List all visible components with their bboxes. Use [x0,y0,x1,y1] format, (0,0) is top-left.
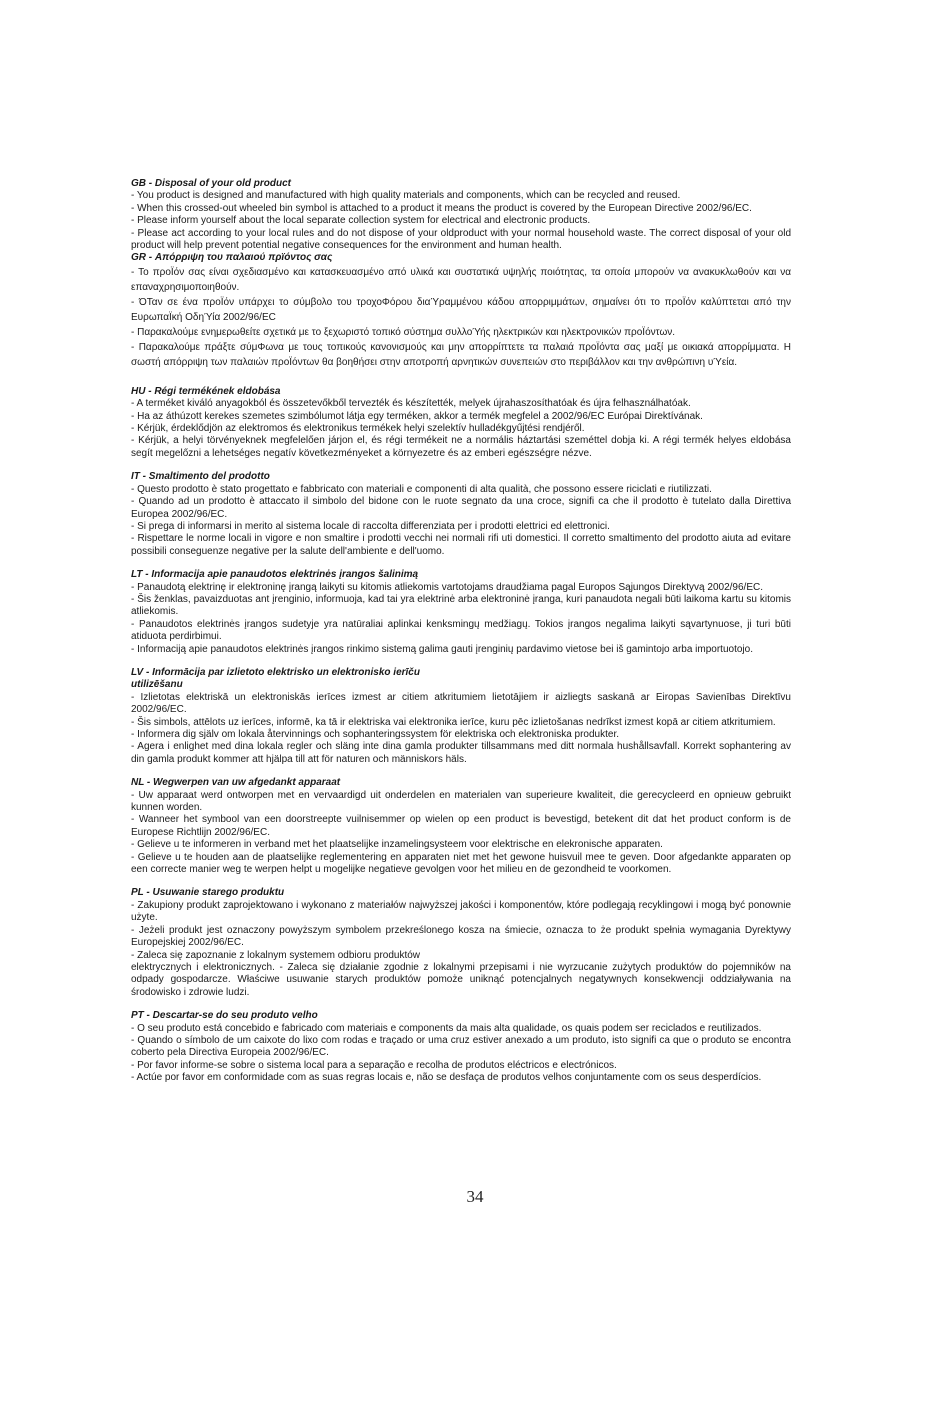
section-gb [131,178,791,252]
paragraph: - Informaciją apie panaudotos elektrinės įrangos rinkimo sistemą galima gauti įrenginių pardavimo vietose bei iš gamintojo arba importuotojo. [131,643,753,655]
section-hu [131,386,791,460]
section-it [131,471,791,558]
paragraph: - Questo prodotto è stato progettato e fabbricato con materiali e componenti di alta qualità, che possono essere riciclati e riutilizzati. [131,483,712,495]
paragraph: - Παρακαλούμε ενημερωθείτε σχετικά με το ξεχωριστό τοπικό σύστημα συλλοΎής ηλεκτρικών και ηλεκτρονικών προΪόντων. [131,326,676,338]
paragraph: - Please inform yourself about the local separate collection system for electrical and electronic products. [131,215,591,227]
paragraph: - Actúe por favor em conformidade com as suas regras locais e, não se desfaça de produtos velhos conjuntamente com os seus desperdícios. [131,1072,762,1084]
paragraph: - Zakupiony produkt zaprojektowano i wykonano z materiałów najwyższej jakości i komponentów, które podlegają recyklingowi i mogą być ponownie użyte. [131,899,791,924]
paragraph: - You product is designed and manufactured with high quality materials and components, which can be recycled and reused. [131,190,681,202]
section-heading: GB - Disposal of your old product [131,178,291,189]
paragraph: - Uw apparaat werd ontworpen met en vervaardigd uit onderdelen en materialen van superieure kwaliteit, die gerecycleerd en opnieuw gebruikt kunnen worden. [131,789,791,814]
paragraph: - Jeżeli produkt jest oznaczony powyższym symbolem przekreślonego kosza na śmiecie, oznacza to że produkt spełnia wymagania Dyrektywy Europejskiej 2002/96/EC. [131,924,791,949]
paragraph: - Izlietotas elektriskā un elektroniskās ierīces izmest ar citiem atkritumiem lietotājiem ir aizliegts saskanā ar Eiropas Savienības Direktīvu 2002/96/EC. [131,691,791,716]
paragraph: - Panaudotą elektrinę ir elektroninę įrangą laikyti su kitomis atliekomis vartotojams draudžiama pagal Europos Sąjungos Direktyvą 2002/96/EC. [131,581,763,593]
paragraph: - Gelieve u te informeren in verband met het plaatselijke inzamelingsysteem voor elektrische en elekronische apparaten. [131,839,663,851]
paragraph: - O seu produto está concebido e fabricado com materiais e components da mais alta qualidade, os quais podem ser reciclados e reutilizados. [131,1022,762,1034]
section-heading: LV - Informācija par izlietoto elektrisko un elektronisko ierīču [131,666,420,678]
paragraph: - Wanneer het symbool van een doorstreepte vuilnisemmer op wielen op een product is bevestigd, betekent dit dat het product conform is de Europese Richtlijn 2002/96/EC. [131,814,791,838]
paragraph: - Kérjük, érdeklődjön az elektromos és elektronikus termékek helyi szelektív hulladékgyűjtési rendjéről. [131,423,585,435]
paragraph: - Rispettare le norme locali in vigore e non smaltire i prodotti vecchi nei normali rifi uti domestici. Il corretto smaltimento del prodotto aiuta ad evitare possibili conseguenze negative per la salute dell'ambiente e dell'uomo. [131,533,791,557]
section-lt [131,569,791,656]
paragraph: - Šis simbols, attēlots uz ierīces, informē, ka tā ir elektriska vai elektronika ierīce, kuru pēc izlietošanas nedrīkst izmest kopā ar citiem atkritumiem. [131,716,776,728]
paragraph: - When this crossed-out wheeled bin symbol is attached to a product it means the product is covered by the European Directive 2002/96/EC. [131,202,752,214]
page-number: 34 [466,1187,484,1206]
section-heading: IT - Smaltimento del prodotto [131,471,270,483]
section-heading: LT - Informacija apie panaudotos elektrinės įrangos šalinimą [131,569,419,581]
section-pl [131,887,791,999]
section-heading: PL - Usuwanie starego produktu [131,887,285,899]
paragraph: - Please act according to your local rules and do not dispose of your oldproduct with your normal household waste. The correct disposal of your old product will help prevent potential negative consequences for the environment and human health. [131,227,791,252]
paragraph: - Quando ad un prodotto è attaccato il simbolo del bidone con le ruote segnato da una croce, signifi ca che il prodotto è tutelato dalla Direttiva Europea 2002/96/EC. [131,496,791,520]
paragraph: - Παρακαλούμε πράξτε σύμΦωνα με τους τοπικούς κανονισμούς και μην απορρίπτετε τα παλαιά προΪόντα σας μαξί με οικιακά απορρίμματα. Η σωστή απόρριψη των παλαιών προΪόντων θα βοηθήσει στην αποτροπή αρνητικών συνεπειών στο περιβάλλον και την ανθρώπινη υΎεία. [131,341,791,368]
paragraph: - Agera i enlighet med dina lokala regler och släng inte dina gamla produkter tillsammans med ditt normala hushållsavfall. Korrekt sophantering av din gamla produkt kommer att hjälpa till att för naturen och människors häls. [131,741,791,765]
section-heading-continued: utilizēšanu [131,679,183,691]
paragraph: - Kérjük, a helyi törvényeknek megfelelően járjon el, és régi termékeit ne a normális háztartási szeméttel dobja ki. A régi termék helyes eldobása segít megelőzni a lehetséges negatív következményeket a környezetre és az emberi egészségre nézve. [131,435,791,459]
paragraph: - Το προΪόν σας είναι σχεδιασμένο και κατασκευασμένο από υλικά και συστατικά υψηλής ποιότητας, τα οποία μπορούν να ανακυκλωθούν και να επαναχρησιμοποιηθούν. [131,266,791,293]
paragraph: elektrycznych i elektronicznych. - Zaleca się działanie zgodnie z lokalnymi przepisami i nie wyrzucanie zużytych produktów do pojemników na odpady gospodarcze. Właściwe usuwanie starych produktów pomoże uniknąć potencjalnych negatywnych konsekwencji oddziaływania na środowisko i zdrowie ludzi. [131,961,791,998]
document-body [131,178,791,1096]
section-heading: PT - Descartar-se do seu produto velho [131,1010,318,1022]
section-pt [131,1010,791,1084]
paragraph: - Panaudotos elektrinės įrangos sudetyje yra natūraliai aplinkai kenksmingų medžiagų. Tokios įrangos negalima laikyti sąvartynuose, ji turi būti atiduota perdirbimui. [131,618,791,643]
section-heading: GR - Απόρριψη του παλαιού πρϊόντος σας [131,252,333,264]
paragraph: - Ha az áthúzott kerekes szemetes szimbólumot látja egy terméken, akkor a termék megfelel a 2002/96/EC Európai Direktívának. [131,410,703,422]
paragraph: - Por favor informe-se sobre o sistema local para a separação e recolha de produtos eléctricos e electrónicos. [131,1059,617,1071]
section-heading: NL - Wegwerpen van uw afgedankt apparaat [131,777,341,789]
paragraph: - Gelieve u te houden aan de plaatselijke reglementering en apparaten niet met het gewone huisvuil mee te geven. Door afgedankte apparaten op een correcte manier weg te werpen helpt u mogelijke negatieve gevolgen voor het milieu en de gezondheid te voorkomen. [131,851,791,876]
paragraph: - Informera dig själv om lokala återvinnings och sophanteringssystem för elektriska och elektroniska produkter. [131,729,620,740]
paragraph: - ΌΤαν σε ένα προΪόν υπάρχει το σύμβολο του τροχοΦόρου διαΎραμμένου κάδου απορριμμάτων, σημαίνει ότι το προΪόν καλύπτεται από την ΕυρωπαΪκή ΟδηΎία 2002/96/EC [131,296,791,323]
paragraph: - Quando o símbolo de um caixote do lixo com rodas e traçado or uma cruz estiver anexado a um produto, isto signifi ca que o produto se encontra coberto pela Directiva Europeia 2002/96/EC. [131,1034,791,1059]
paragraph: - Zaleca się zapoznanie z lokalnym systemem odbioru produktów [131,949,421,961]
section-nl [131,777,791,876]
paragraph: - Si prega di informarsi in merito al sistema locale di raccolta differenziata per i prodotti elettrici ed elettronici. [131,520,610,532]
paragraph: - Šis ženklas, pavaizduotas ant įrenginio, informuoja, kad tai yra elektrinė arba elektroninė įranga, kuri panaudota negali būti laikoma kartu su kitomis atliekomis. [131,593,791,618]
section-heading: HU - Régi termékének eldobása [131,385,281,397]
section-gr [131,252,791,369]
paragraph: - A terméket kiváló anyagokból és összetevőkből tervezték és készítették, melyek újrahaszosíthatóak és újra felhasználhatóak. [131,398,691,410]
section-lv [131,667,791,766]
